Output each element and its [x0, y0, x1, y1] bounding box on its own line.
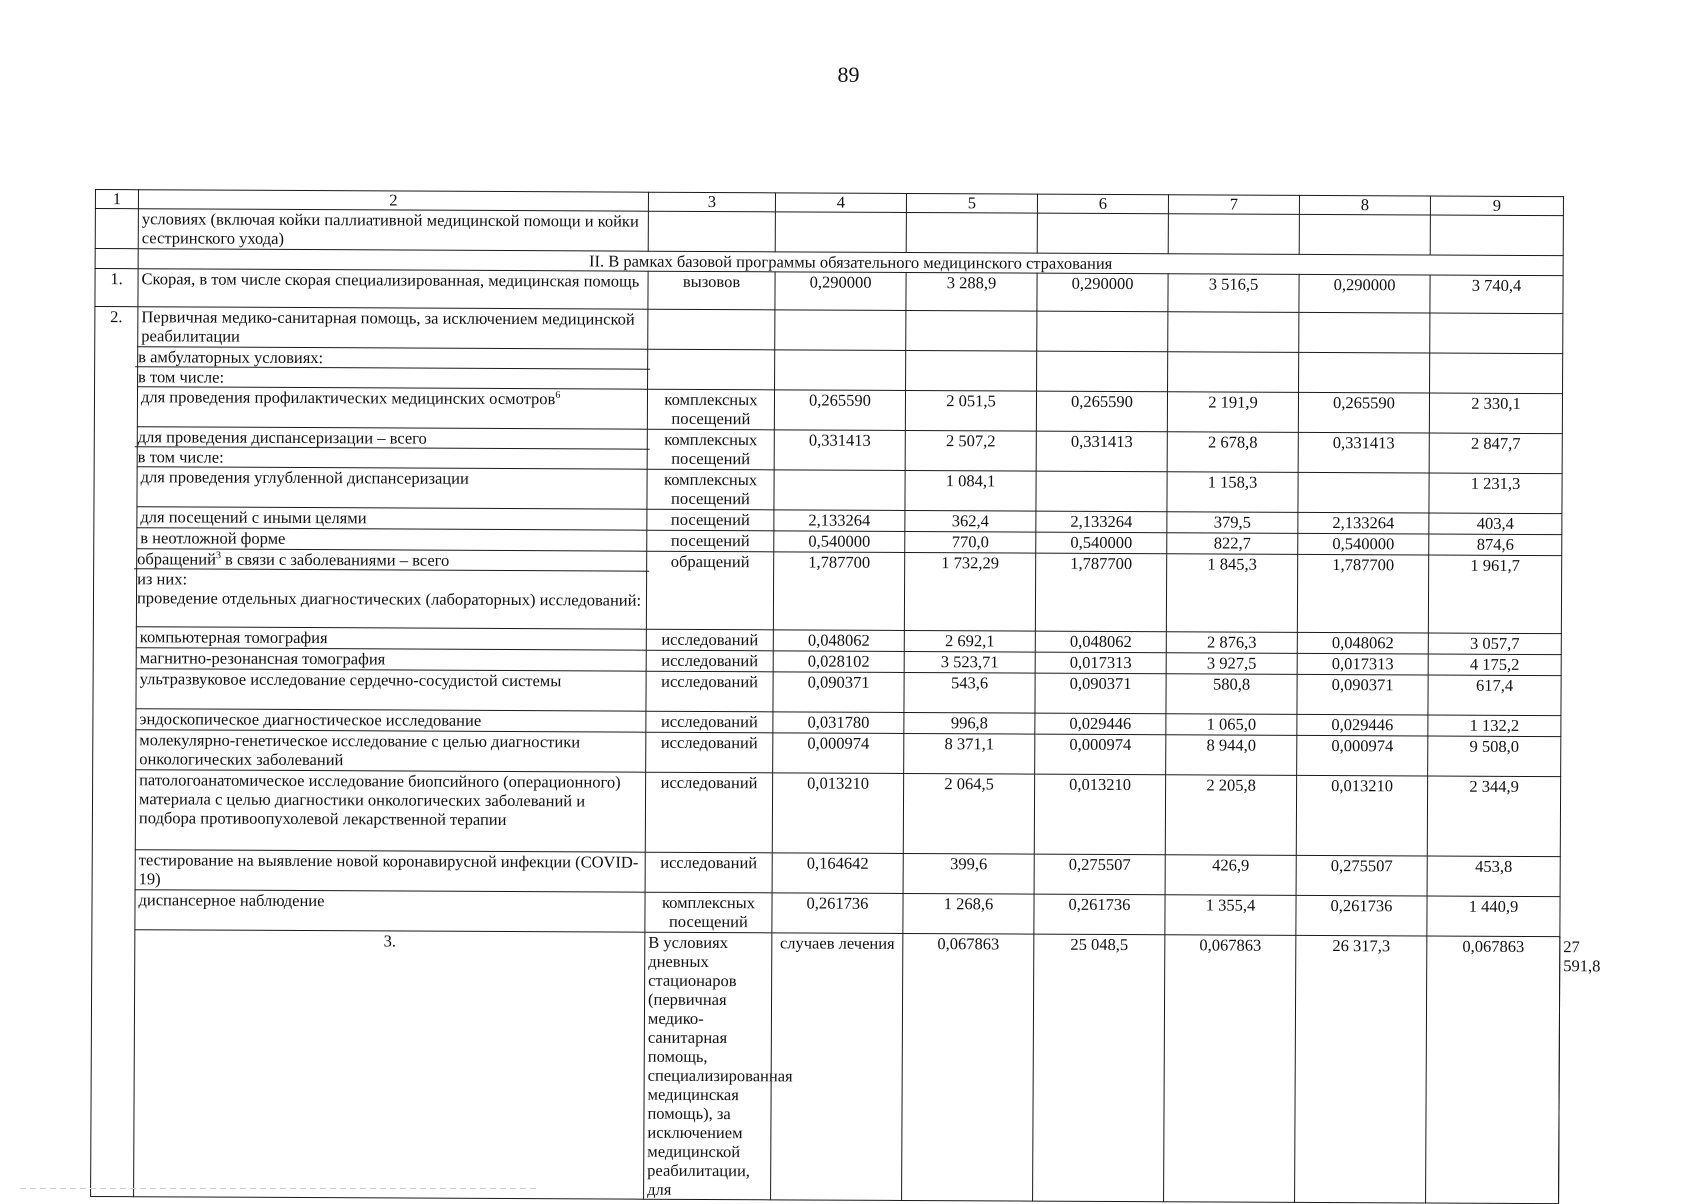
value-cell: 1 065,0	[1166, 714, 1297, 736]
row-name: патологоанатомическое исследование биопсийного (операционного) материала с целью диагностики онкологических заболеваний и подбора противоопухолевой лекарственной терапии	[135, 770, 645, 852]
row-name: в неотложной форме	[137, 528, 647, 551]
page-number: 89	[837, 62, 860, 87]
value-cell	[1168, 214, 1299, 255]
row-name-line: проведение отдельных диагностических (лабораторных) исследований:	[136, 588, 642, 610]
scan-artifact-line	[20, 1188, 540, 1189]
value-cell: 1 732,29	[904, 552, 1035, 631]
value-cell: 2 507,2	[905, 430, 1036, 471]
row-unit: исследований	[645, 852, 772, 893]
value-cell: 1 845,3	[1166, 554, 1297, 633]
value-cell: 0,331413	[1298, 432, 1429, 473]
row-number: 2.	[91, 307, 138, 1197]
header-cell: 1	[95, 190, 138, 209]
header-cell: 3	[648, 192, 775, 212]
row-name: тестирование на выявление новой коронавирусной инфекции (COVID-19)	[135, 850, 645, 892]
value-cell: 0,090371	[1035, 673, 1166, 714]
value-cell: 0,067863	[902, 933, 1034, 1201]
header-cell: 6	[1037, 194, 1168, 214]
row-name-text: обращений	[137, 549, 216, 569]
value-cell	[1168, 352, 1299, 393]
value-cell: 0,265590	[774, 390, 905, 431]
value-cell	[1430, 353, 1563, 394]
value-cell: 0,029446	[1297, 714, 1428, 736]
value-cell: 0,048062	[773, 630, 904, 652]
value-cell: 2 051,5	[905, 390, 1036, 431]
value-cell: 1 440,9	[1427, 896, 1560, 937]
row-name-line: в том числе:	[138, 367, 225, 387]
value-cell: 26 317,3	[1295, 935, 1427, 1203]
value-cell: 2 847,7	[1429, 433, 1562, 474]
row-number: 3.	[134, 930, 645, 1199]
value-cell: 0,048062	[1035, 631, 1166, 653]
value-cell: 0,540000	[774, 531, 905, 553]
value-cell: 0,000974	[1297, 735, 1428, 776]
value-cell	[1037, 351, 1168, 392]
value-cell: 8 371,1	[904, 733, 1035, 774]
header-cell: 4	[775, 193, 906, 213]
row-name-line	[134, 549, 649, 572]
value-cell: 9 508,0	[1428, 736, 1561, 777]
row-name: для проведения углубленной диспансеризации	[137, 467, 647, 509]
header-cell: 7	[1168, 195, 1299, 215]
value-cell: 0,029446	[1035, 713, 1166, 735]
value-cell: 617,4	[1428, 675, 1561, 716]
value-cell: 0,067863	[1164, 935, 1296, 1203]
row-unit: посещений	[647, 530, 774, 552]
value-cell: 996,8	[904, 712, 1035, 734]
row-unit: комплексных посещений	[647, 389, 774, 430]
row-name: молекулярно-генетическое исследование с целью диагностики онкологических заболеваний	[136, 730, 646, 772]
row-unit: обращений	[646, 551, 773, 630]
row-name: Скорая, в том числе скорая специализированная, медицинская помощь	[138, 269, 648, 309]
row-name-line: из них:	[137, 569, 188, 589]
row-unit: исследований	[646, 671, 773, 712]
value-cell	[1036, 471, 1167, 512]
value-cell: 822,7	[1167, 533, 1298, 555]
value-cell: 27 591,8	[1559, 937, 1560, 1204]
value-cell: 8 944,0	[1166, 735, 1297, 776]
header-cell: 5	[906, 193, 1037, 213]
value-cell: 2,133264	[1036, 511, 1167, 533]
value-cell: 3 057,7	[1428, 633, 1561, 655]
row-number: 1.	[95, 269, 138, 307]
value-cell: 0,013210	[772, 773, 903, 854]
value-cell: 379,5	[1167, 512, 1298, 534]
row-name: магнитно-резонансная томография	[136, 648, 646, 671]
table-row	[91, 929, 1560, 1203]
row-name: В условиях дневных стационаров (первичная медико-санитарная помощь, специализированная медицинская помощь), за исключением медицинской реабилитации, для	[644, 932, 772, 1200]
header-cell: 8	[1299, 195, 1430, 215]
value-cell	[906, 350, 1037, 391]
value-cell: 3 740,4	[1430, 275, 1563, 314]
value-cell: 0,013210	[1034, 774, 1165, 855]
row-name-line: в амбулаторных условиях:	[135, 347, 650, 370]
header-cell: 9	[1430, 196, 1563, 216]
value-cell: 0,017313	[1297, 653, 1428, 675]
value-cell	[906, 212, 1037, 253]
value-cell: 0,013210	[1296, 775, 1427, 856]
row-name: ультразвуковое исследование сердечно-сосудистой системы	[136, 669, 646, 711]
value-cell: 0,048062	[1297, 632, 1428, 654]
section-title: II. В рамках базовой программы обязательного медицинского страхования	[138, 249, 1563, 276]
value-cell: 3 523,71	[904, 651, 1035, 673]
value-cell: 399,6	[903, 853, 1034, 894]
value-cell: 0,265590	[1036, 391, 1167, 432]
value-cell: 770,0	[905, 531, 1036, 553]
value-cell: 2 191,9	[1167, 392, 1298, 433]
value-cell: 0,331413	[774, 430, 905, 471]
row-unit: посещений	[647, 509, 774, 531]
value-cell: 0,017313	[1035, 652, 1166, 674]
value-cell: 874,6	[1429, 534, 1562, 556]
value-cell: 2 330,1	[1429, 393, 1562, 434]
value-cell	[775, 310, 906, 351]
row-unit	[648, 349, 775, 390]
value-cell: 2 678,8	[1167, 432, 1298, 473]
value-cell	[1430, 313, 1563, 354]
row-number	[95, 249, 138, 269]
value-cell	[1037, 213, 1168, 254]
row-unit: исследований	[646, 711, 773, 733]
row-name-line: для проведения диспансеризации – всего	[135, 427, 650, 450]
value-cell: 1 355,4	[1165, 895, 1296, 936]
value-cell: 580,8	[1166, 674, 1297, 715]
value-cell: 1,787700	[773, 552, 904, 631]
row-name: компьютерная томография	[136, 627, 646, 650]
value-cell: 4 175,2	[1428, 654, 1561, 676]
value-cell: 0,261736	[1296, 895, 1427, 936]
row-unit: исследований	[646, 650, 773, 672]
table-row	[92, 769, 1560, 856]
row-unit: комплексных посещений	[647, 469, 774, 510]
value-cell: 0,331413	[1036, 431, 1167, 472]
value-cell: 1 268,6	[903, 893, 1034, 934]
row-unit: комплексных посещений	[647, 429, 774, 470]
value-cell	[1299, 312, 1430, 353]
row-unit: исследований	[646, 629, 773, 651]
row-name-text: для проведения профилактических медицинских осмотров	[140, 387, 556, 409]
row-unit: вызовов	[648, 271, 775, 310]
row-unit: исследований	[645, 772, 772, 853]
value-cell: 0,164642	[772, 853, 903, 894]
row-name: эндоскопическое диагностическое исследование	[136, 709, 646, 732]
value-cell: 0,067863	[1426, 936, 1560, 1204]
value-cell: 0,261736	[772, 893, 903, 934]
value-cell	[1298, 472, 1429, 513]
value-cell: 426,9	[1165, 855, 1296, 896]
value-cell: 1 961,7	[1428, 555, 1561, 634]
header-cell: 2	[138, 190, 648, 211]
value-cell: 0,028102	[773, 651, 904, 673]
value-cell	[1299, 214, 1430, 255]
value-cell: 0,275507	[1034, 854, 1165, 895]
value-cell: 453,8	[1427, 856, 1560, 897]
row-name	[138, 347, 648, 389]
row-unit: комплексных посещений	[645, 892, 772, 933]
row-unit	[648, 309, 775, 350]
value-cell: 0,540000	[1298, 533, 1429, 555]
row-name	[137, 387, 647, 429]
row-name	[136, 549, 646, 629]
value-cell	[1168, 312, 1299, 353]
value-cell: 0,090371	[1297, 674, 1428, 715]
value-cell: 0,000974	[773, 733, 904, 774]
row-unit: случаев лечения	[771, 933, 903, 1201]
row-unit: исследований	[646, 732, 773, 773]
value-cell: 543,6	[904, 672, 1035, 713]
row-name: диспансерное наблюдение	[135, 890, 645, 932]
value-cell: 362,4	[905, 510, 1036, 532]
value-cell: 0,290000	[775, 272, 906, 311]
value-cell: 2 205,8	[1165, 775, 1296, 856]
row-name: для посещений с иными целями	[137, 507, 647, 530]
value-cell: 1,787700	[1297, 554, 1428, 633]
row-name	[137, 427, 647, 469]
value-cell: 3 516,5	[1168, 274, 1299, 313]
value-cell: 0,265590	[1298, 392, 1429, 433]
value-cell: 0,290000	[1037, 273, 1168, 312]
value-cell: 2,133264	[1298, 512, 1429, 534]
row-number	[95, 209, 138, 249]
value-cell: 0,540000	[1036, 532, 1167, 554]
value-cell: 1 132,2	[1428, 715, 1561, 737]
footnote-mark: 3	[215, 550, 221, 562]
value-cell	[1299, 352, 1430, 393]
value-cell: 0,261736	[1034, 894, 1165, 935]
value-cell	[906, 310, 1037, 351]
value-cell	[774, 470, 905, 511]
value-cell: 25 048,5	[1033, 934, 1165, 1202]
value-cell: 403,4	[1429, 513, 1562, 535]
row-name-line: в том числе:	[137, 447, 224, 467]
value-cell	[775, 350, 906, 391]
table-row	[93, 548, 1561, 633]
row-unit	[648, 211, 775, 252]
value-cell: 0,275507	[1296, 855, 1427, 896]
value-cell	[1037, 311, 1168, 352]
tariff-table	[90, 189, 1601, 1204]
value-cell: 0,090371	[773, 672, 904, 713]
value-cell: 2,133264	[774, 510, 905, 532]
footnote-mark: 6	[555, 389, 561, 401]
value-cell: 0,290000	[1299, 274, 1430, 313]
value-cell	[775, 212, 906, 253]
value-cell: 2 064,5	[903, 773, 1034, 854]
row-name: Первичная медико-санитарная помощь, за исключением медицинской реабилитации	[138, 307, 648, 349]
value-cell: 1 084,1	[905, 470, 1036, 511]
value-cell: 1,787700	[1035, 553, 1166, 632]
value-cell	[1430, 215, 1563, 256]
value-cell: 1 231,3	[1429, 473, 1562, 514]
value-cell: 2 692,1	[904, 630, 1035, 652]
value-cell: 0,000974	[1035, 734, 1166, 775]
value-cell: 1 158,3	[1167, 472, 1298, 513]
value-cell: 2 344,9	[1427, 776, 1560, 857]
value-cell: 3 927,5	[1166, 653, 1297, 675]
value-cell: 3 288,9	[906, 272, 1037, 311]
row-name: условиях (включая койки паллиативной медицинской помощи и койки сестринского ухода)	[138, 209, 648, 251]
row-name-text: в связи с заболеваниями – всего	[220, 549, 450, 570]
value-cell: 0,031780	[773, 712, 904, 734]
value-cell: 2 876,3	[1166, 632, 1297, 654]
